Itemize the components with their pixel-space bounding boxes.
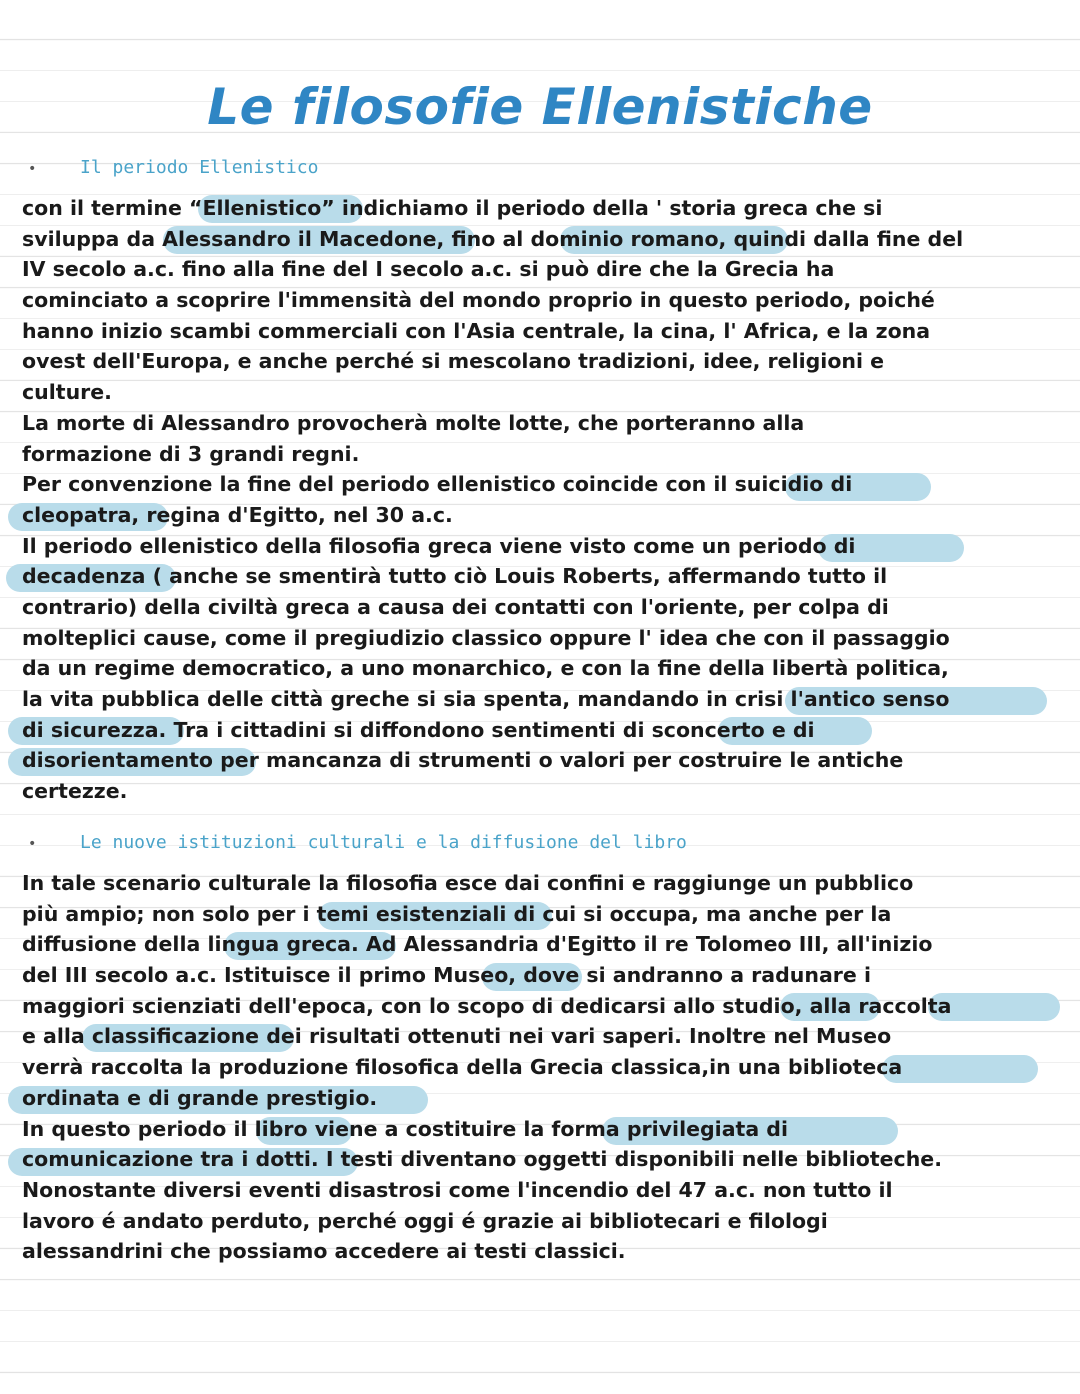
text-line: lavoro é andato perduto, perché oggi é grazie ai bibliotecari e filologi (22, 1208, 828, 1233)
text-line: formazione di 3 grandi regni. (22, 441, 360, 466)
text-line: hanno inizio scambi commerciali con l'Asia centrale, la cina, l' Africa, e la zona (22, 318, 931, 343)
text-line: disorientamento per mancanza di strumenti o valori per costruire le antiche (22, 748, 904, 773)
text-line: ovest dell'Europa, e anche perché si mescolano tradizioni, idee, religioni e (22, 349, 885, 374)
text-line: diffusione della lingua greca. Ad Alessandria d'Egitto il re Tolomeo III, all'inizio (22, 932, 933, 957)
text-line: del III secolo a.c. Istituisce il primo Museo, dove si andranno a radunare i (22, 963, 871, 988)
text-line: comunicazione tra i dotti. I testi diventano oggetti disponibili nelle biblioteche. (22, 1147, 942, 1172)
text-line: verrà raccolta la produzione filosofica della Grecia classica,in una biblioteca (22, 1055, 903, 1080)
text-line: La morte di Alessandro provocherà molte lotte, che porteranno alla (22, 410, 805, 435)
bullet-icon: • (28, 161, 37, 177)
paragraph-istituzioni-culturali (22, 868, 1062, 1267)
text-line: In questo periodo il libro viene a costituire la forma privilegiata di (22, 1116, 789, 1141)
text-line: da un regime democratico, a uno monarchico, e con la fine della libertà politica, (22, 656, 949, 681)
text-line: di sicurezza. Tra i cittadini si diffondono sentimenti di sconcerto e di (22, 717, 815, 742)
text-line: Il periodo ellenistico della filosofia greca viene visto come un periodo di (22, 533, 856, 558)
text-line: culture. (22, 380, 112, 405)
text-line: ordinata e di grande prestigio. (22, 1085, 378, 1110)
text-line: e alla classificazione dei risultati ottenuti nei vari saperi. Inoltre nel Museo (22, 1024, 892, 1049)
text-line: molteplici cause, come il pregiudizio classico oppure l' idea che con il passaggio (22, 625, 950, 650)
page-title: Le filosofie Ellenistiche (207, 78, 873, 136)
text-line: In tale scenario culturale la filosofia esce dai confini e raggiunge un pubblico (22, 871, 914, 895)
text-line: sviluppa da Alessandro il Macedone, fino al dominio romano, quindi dalla fine del (22, 226, 964, 251)
text-line: cleopatra, regina d'Egitto, nel 30 a.c. (22, 502, 453, 527)
text-line: alessandrini che possiamo accedere ai testi classici. (22, 1239, 626, 1264)
text-line: cominciato a scoprire l'immensità del mondo proprio in questo periodo, poiché (22, 288, 935, 313)
text-line: più ampio; non solo per i temi esistenziali di cui si occupa, ma anche per la (22, 901, 892, 926)
section-heading-text: Le nuove istituzioni culturali e la diffusione del libro (80, 832, 687, 853)
text-line: maggiori scienziati dell'epoca, con lo scopo di dedicarsi allo studio, alla raccolta (22, 993, 952, 1018)
section-heading-text: Il periodo Ellenistico (80, 157, 319, 178)
text-line: contrario) della civiltà greca a causa dei contatti con l'oriente, per colpa di (22, 594, 889, 619)
section-heading-periodo (28, 153, 318, 183)
text-line: con il termine “Ellenistico” indichiamo il periodo della ' storia greca che si (22, 196, 883, 220)
text-line: Per convenzione la fine del periodo ellenistico coincide con il suicidio di (22, 472, 853, 497)
section-heading-istituzioni (28, 828, 687, 858)
paragraph-periodo-ellenistico (22, 193, 1062, 807)
text-line: certezze. (22, 779, 128, 804)
text-line: IV secolo a.c. fino alla fine del I secolo a.c. si può dire che la Grecia ha (22, 257, 835, 282)
text-line: decadenza ( anche se smentirà tutto ciò Louis Roberts, affermando tutto il (22, 564, 888, 589)
text-line: la vita pubblica delle città greche si sia spenta, mandando in crisi l'antico senso (22, 687, 950, 711)
text-line: Nonostante diversi eventi disastrosi come l'incendio del 47 a.c. non tutto il (22, 1177, 893, 1202)
bullet-icon: • (28, 836, 37, 852)
